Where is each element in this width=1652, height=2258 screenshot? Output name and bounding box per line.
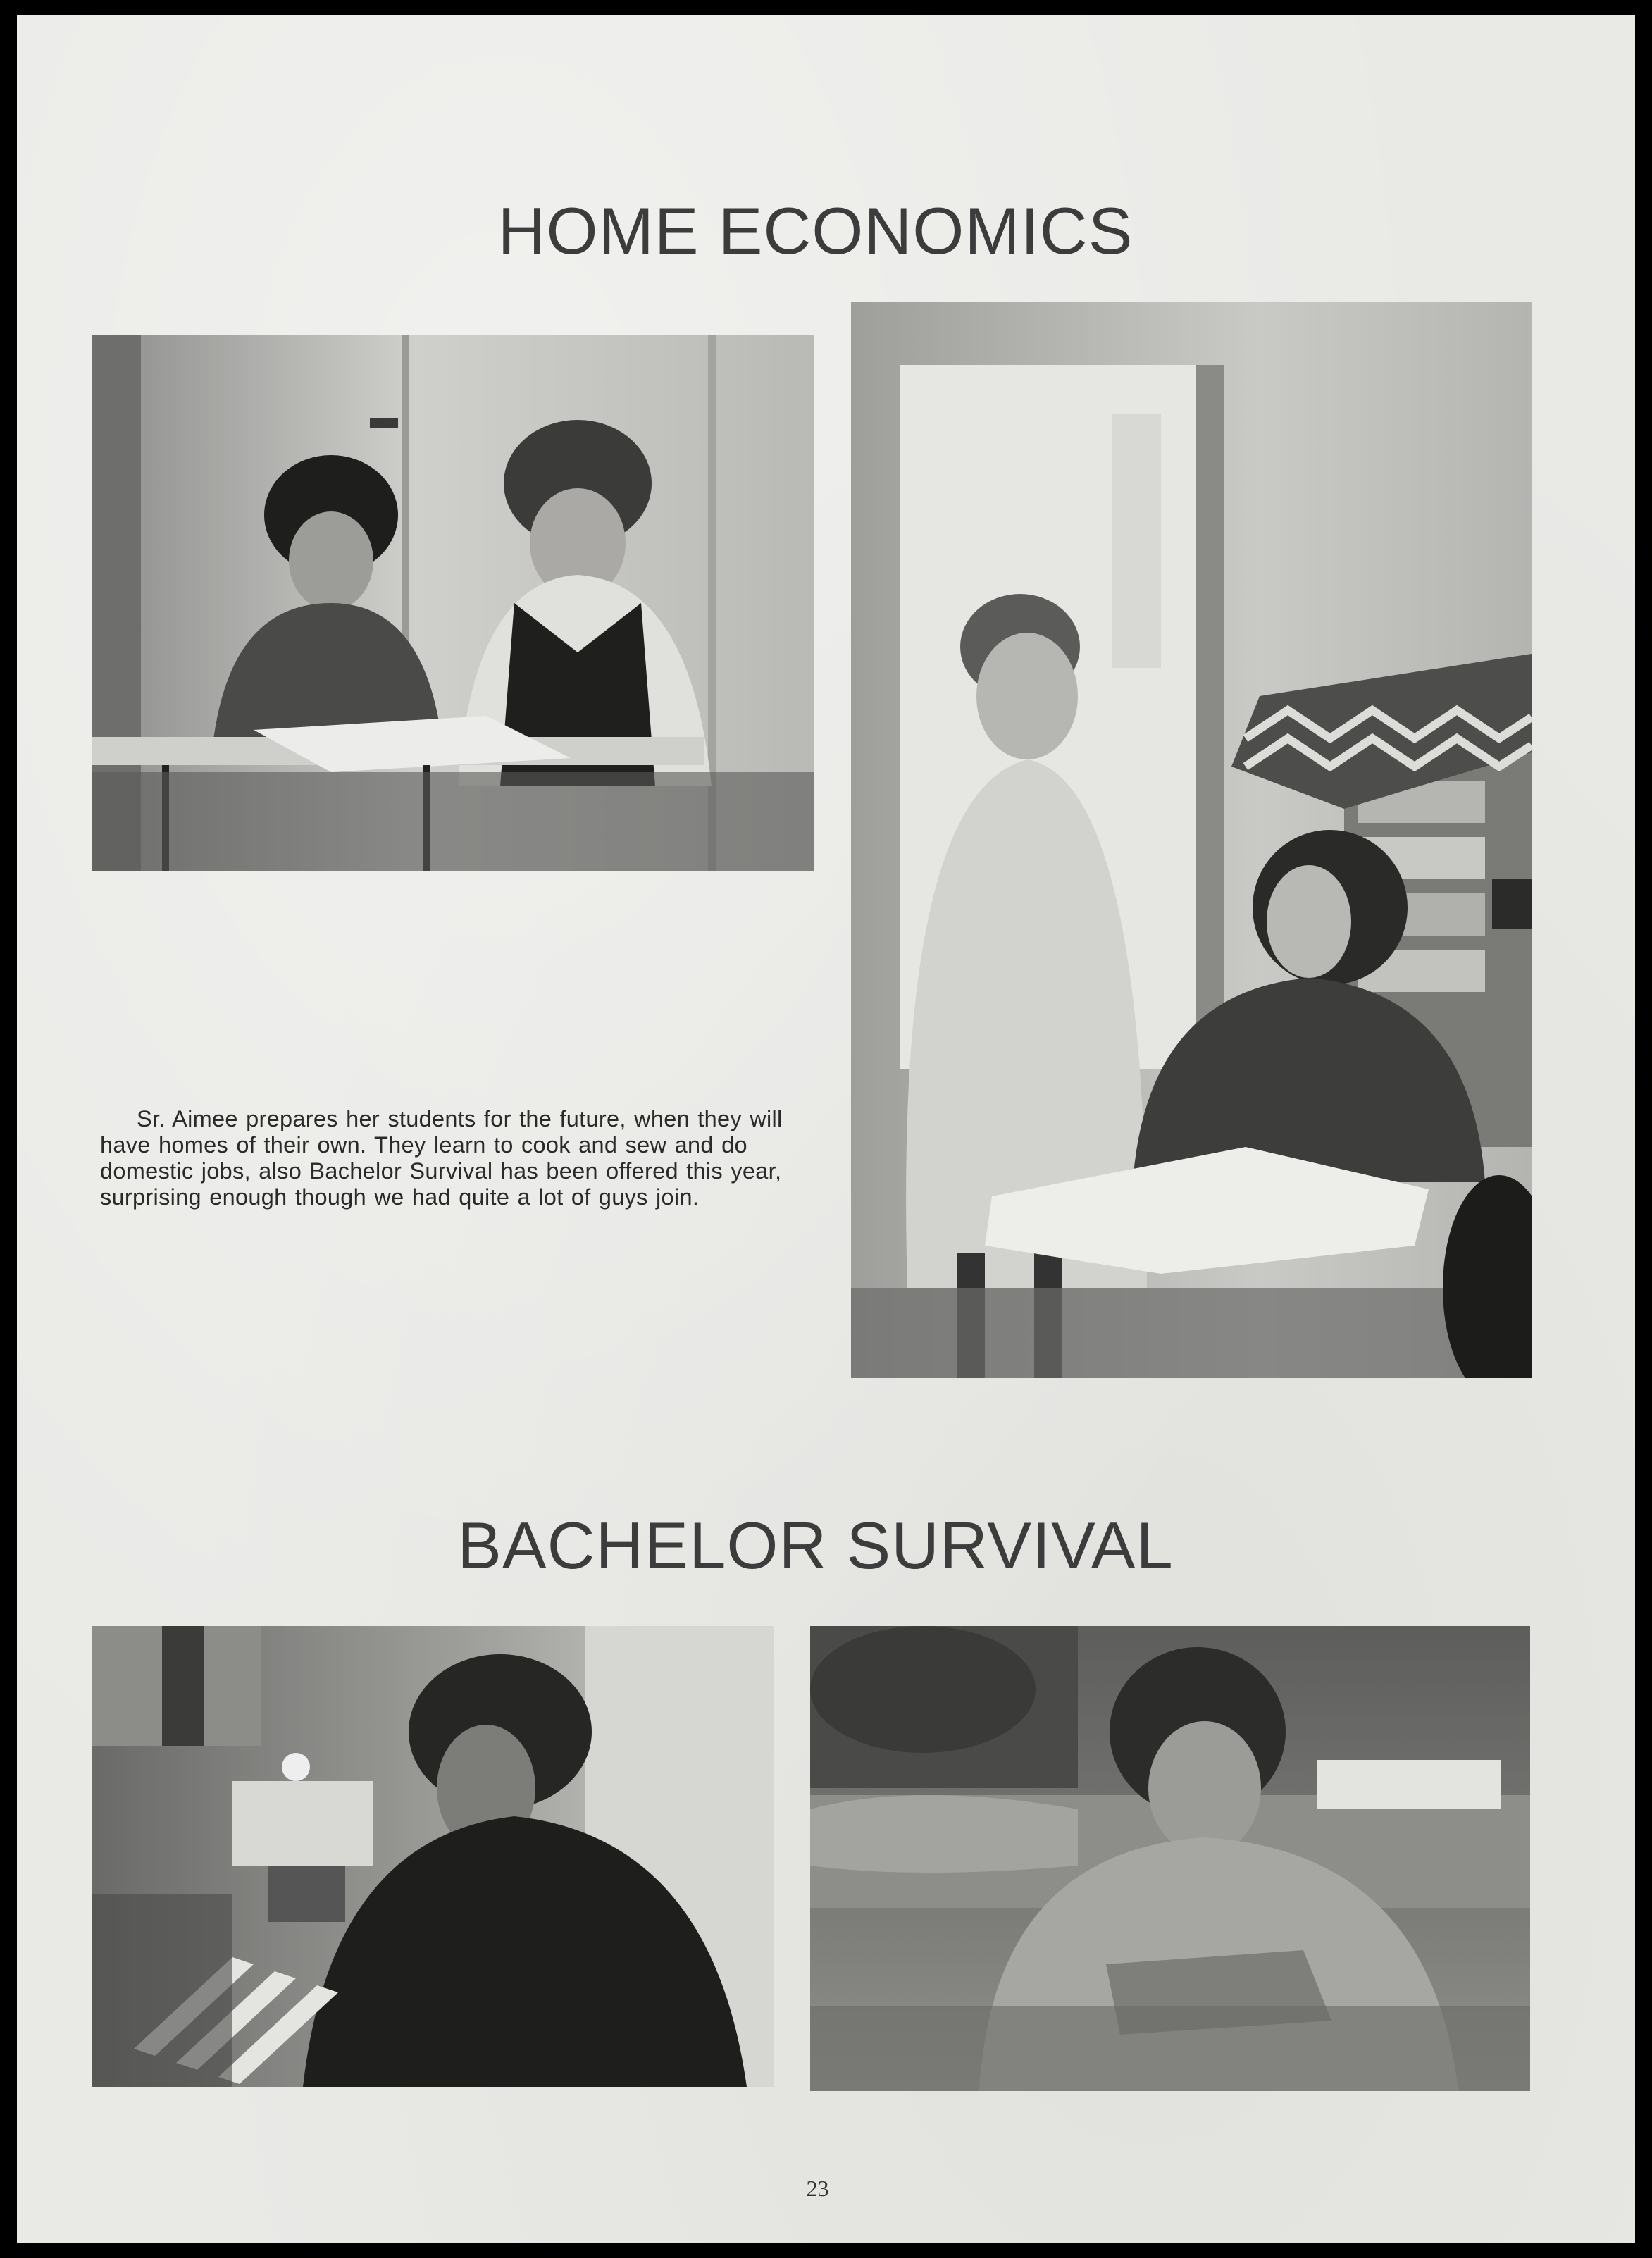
home-economics-heading: HOME ECONOMICS xyxy=(497,194,1134,268)
photo-teacher-and-student xyxy=(851,302,1532,1378)
page-number: 23 xyxy=(806,2176,829,2201)
photo-student-hand-sewing xyxy=(810,1626,1530,2091)
photo-student-sewing-machine xyxy=(92,1626,774,2087)
photo-two-students-reading xyxy=(92,335,814,871)
home-economics-caption: Sr. Aimee prepares her students for the future, when they will have homes of their own. They learn to cook and sew and do domestic jobs, also Bachelor Survival has been offered this year, surprising enough though we had quite a lot of guys join. xyxy=(100,1106,783,1210)
yearbook-page xyxy=(17,15,1635,2243)
bachelor-survival-heading: BACHELOR SURVIVAL xyxy=(457,1508,1174,1582)
